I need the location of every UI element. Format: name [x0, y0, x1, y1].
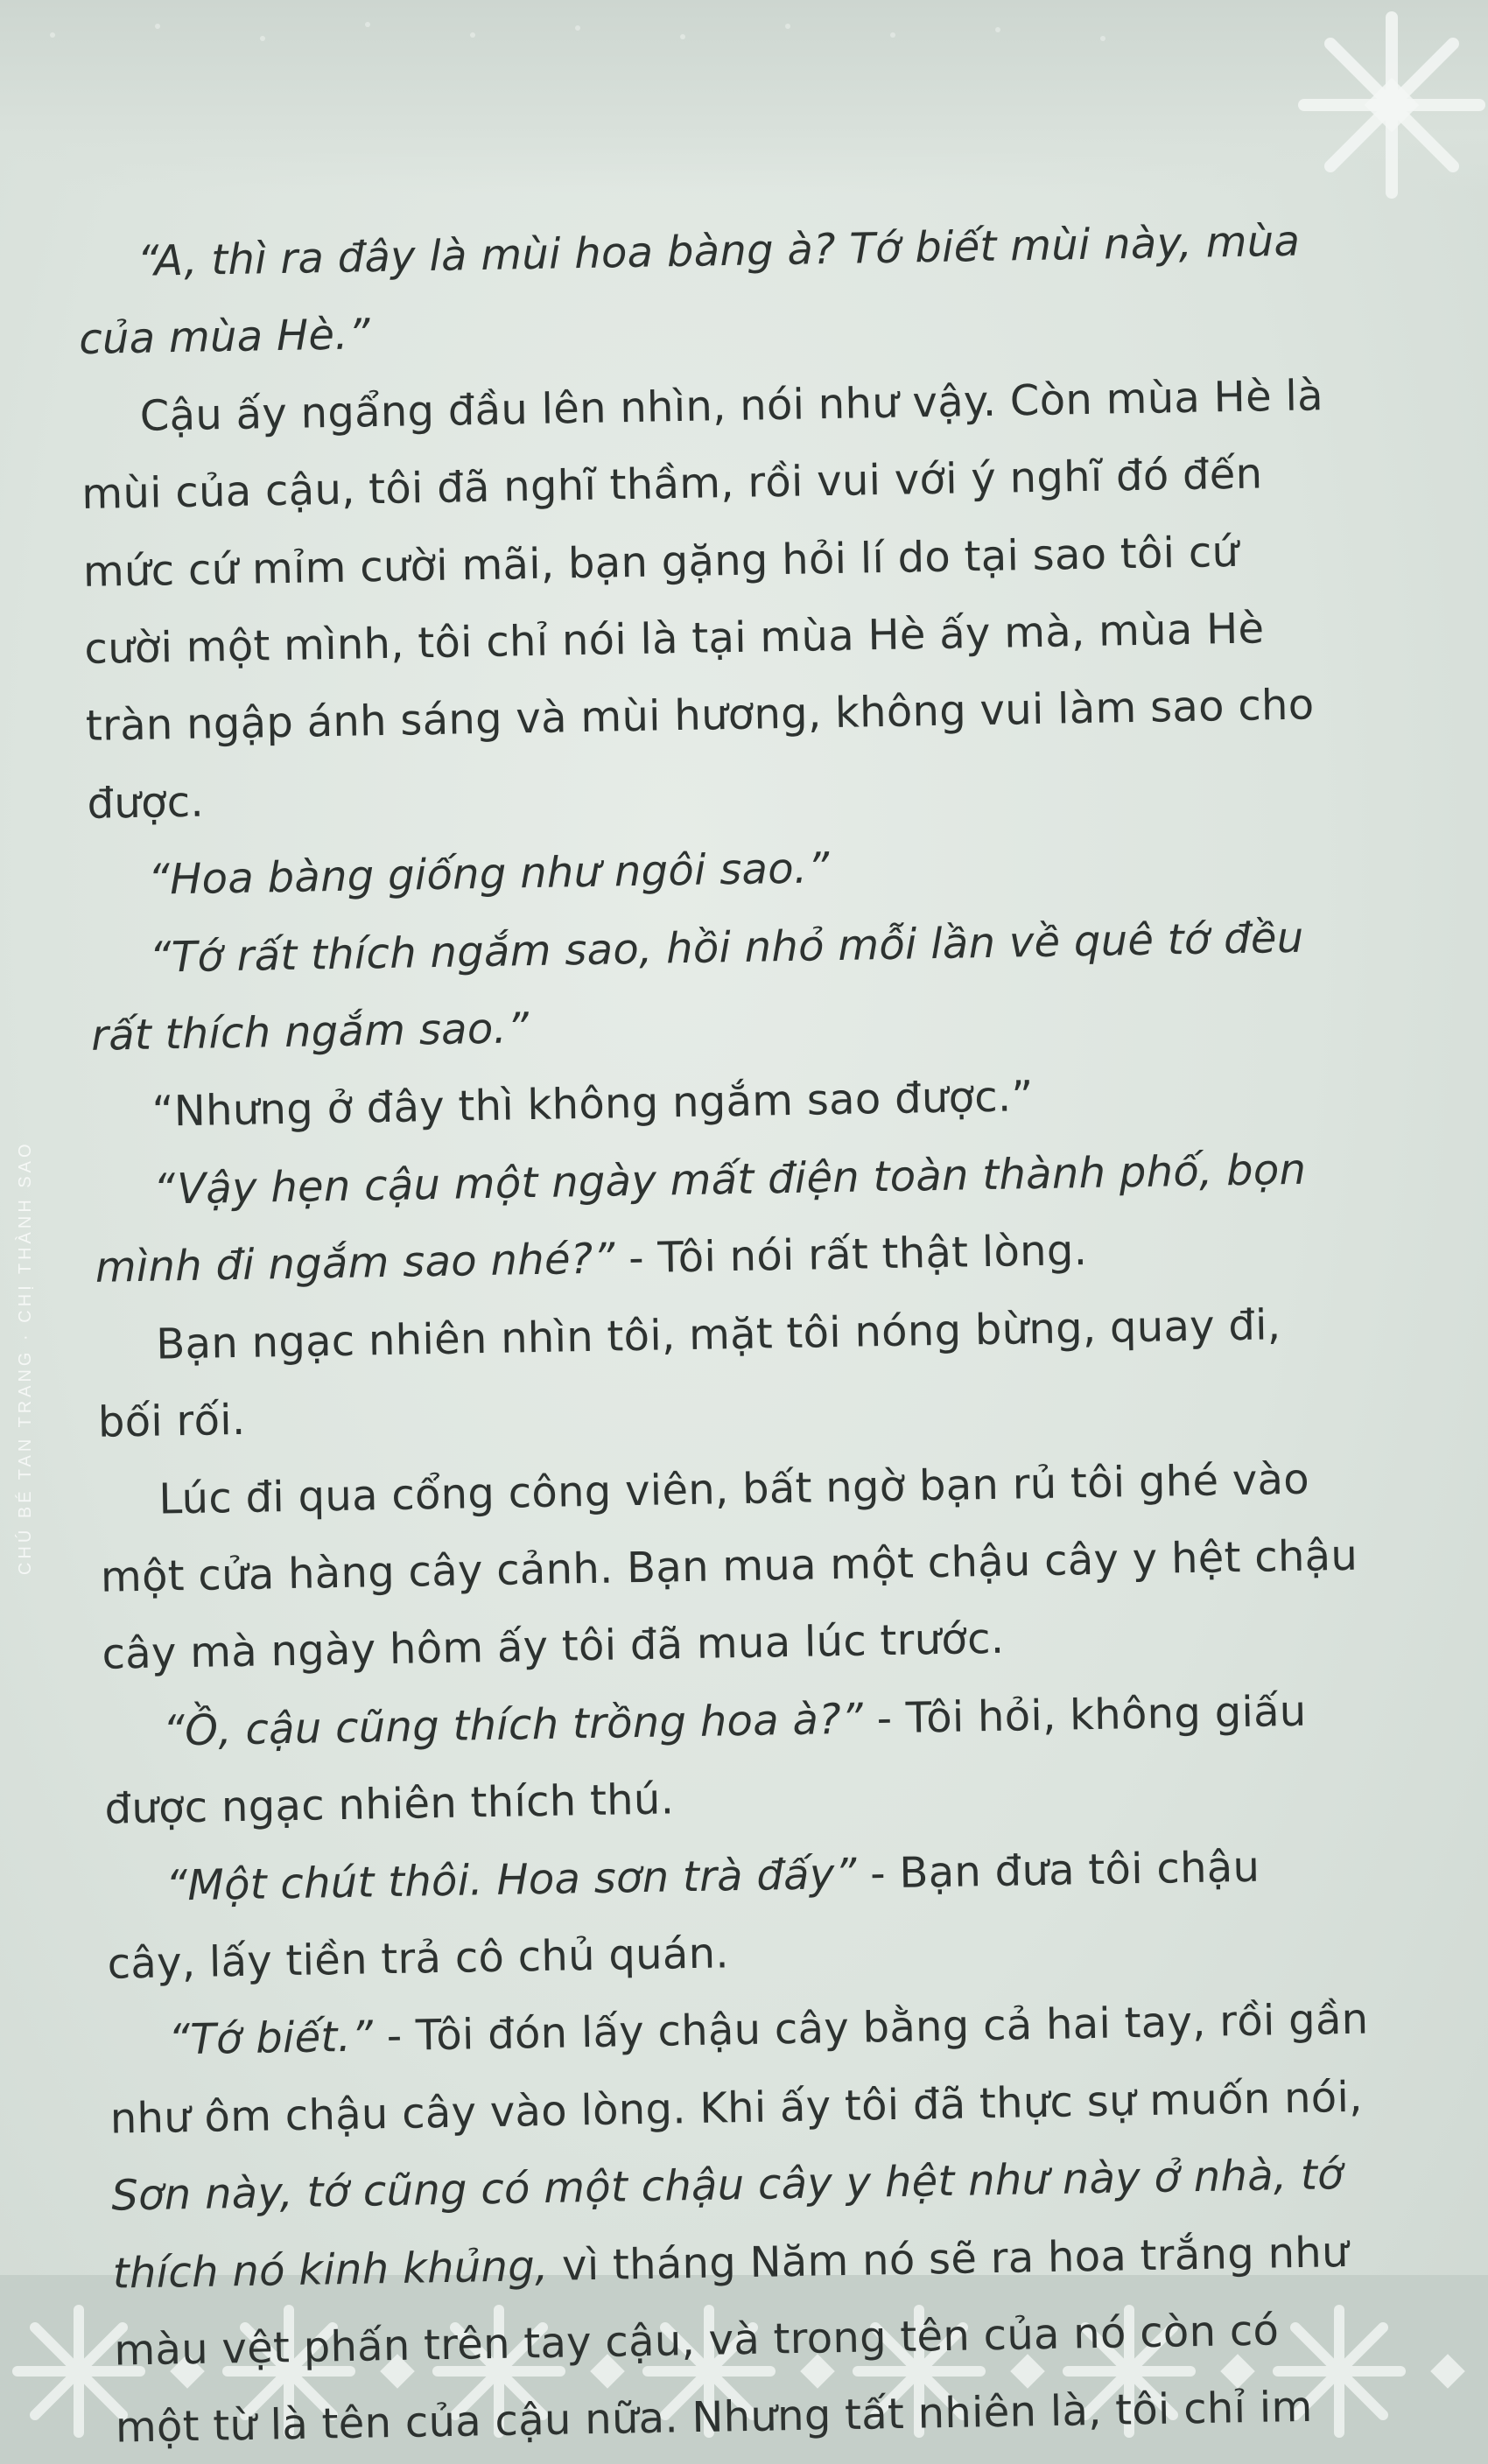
body-text: [77, 201, 1429, 2464]
paragraph: [99, 1438, 1415, 1693]
text-segment: Cậu ấy ngẩng đầu lên nhìn, nói như vậy. Còn mùa Hè là mùi của cậu, tôi đã nghĩ thầm, rồi vui với ý nghĩ đó đến mức cứ mỉm cười mãi, bạn gặng hỏi lí do tại sao tôi cứ cười một mình, tôi chỉ nói là tại mùa Hè ấy mà, mùa Hè tràn ngập ánh sáng và mùi hương, không vui làm sao cho được.: [81, 370, 1324, 829]
italic-text-segment: “Tớ rất thích ngắm sao, hồi nhỏ mỗi lần về quê tớ đều rất thích ngắm sao.”: [90, 913, 1304, 1060]
paragraph: [102, 1670, 1418, 1848]
italic-text-segment: Sơn này, tớ cũng có một chậu cây y hệt như này ở nhà, tớ thích nó kinh khủng,: [110, 2150, 1344, 2299]
paragraph: [94, 1130, 1409, 1307]
snowflake-ornament-icon: [1260, 0, 1488, 228]
spine-label: CHÚ BÉ TAN TRANG · CHỊ THÀNH SAO: [16, 1140, 35, 1575]
italic-text-segment: “Ồ, cậu cũng thích trồng hoa à?”: [162, 1694, 864, 1756]
paragraph: [80, 356, 1400, 844]
paragraph: [105, 1825, 1421, 2003]
italic-text-segment: “Vậy hẹn cậu một ngày mất điện toàn thành phố, bọn mình đi ngắm sao nhé?”: [95, 1144, 1307, 1293]
italic-text-segment: “Tớ biết.”: [167, 2012, 374, 2065]
text-segment: - Tôi nói rất thật lòng.: [614, 1226, 1088, 1284]
text-segment: Bạn ngạc nhiên nhìn tôi, mặt tôi nóng bừng, quay đi, bối rối.: [97, 1299, 1281, 1447]
text-segment: - Tôi hỏi, không giấu được ngạc nhiên thích thú.: [104, 1686, 1307, 1834]
paragraph: [89, 897, 1405, 1074]
paragraph: [77, 201, 1393, 379]
italic-text-segment: “Hoa bàng giống như ngôi sao.”: [147, 844, 831, 905]
text-segment: Lúc đi qua cổng công viên, bất ngờ bạn rủ tôi ghé vào một cửa hàng cây cảnh. Bạn mua một chậu cây y hệt chậu cây mà ngày hôm ấy tôi đã mua lúc trước.: [100, 1454, 1358, 1680]
paragraph: [108, 1980, 1428, 2464]
text-segment: vì tháng Năm nó sẽ ra hoa trắng như màu vệt phấn trên tay cậu, và trong tên của nó còn có một từ là tên của cậu nữa. Nhưng tất nhiên là, tôi chỉ im: [113, 2227, 1350, 2453]
italic-text-segment: “A, thì ra đây là mùi hoa bàng à? Tớ biết mùi này, mùa của mùa Hè.”: [78, 216, 1301, 365]
text-segment: - Bạn đưa tôi chậu cây, lấy tiền trả cô chủ quán.: [107, 1842, 1260, 1989]
italic-text-segment: “Một chút thôi. Hoa sơn trà đấy”: [165, 1849, 858, 1911]
paragraph: [96, 1284, 1412, 1461]
text-segment: “Nhưng ở đây thì không ngắm sao được.”: [151, 1072, 1035, 1138]
text-segment: - Tôi đón lấy chậu cây bằng cả hai tay, rồi gần như ôm chậu cây vào lòng. Khi ấy tôi đã thực sự muốn nói,: [109, 1994, 1369, 2144]
